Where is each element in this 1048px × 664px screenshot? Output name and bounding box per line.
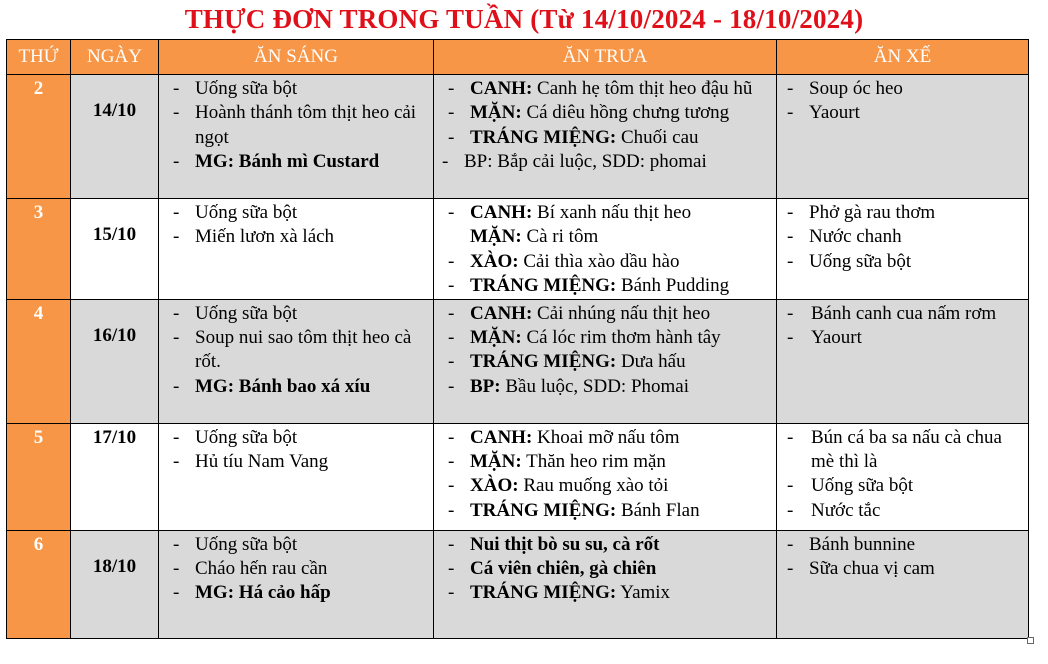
- menu-item-text: Nước tắc: [811, 499, 881, 521]
- menu-item: [434, 557, 776, 581]
- menu-item-text: Hủ tíu Nam Vang: [195, 451, 329, 473]
- menu-item-label: XÀO:: [470, 475, 519, 497]
- menu-item-label: Cá viên chiên, gà chiên: [470, 558, 657, 580]
- weekly-menu-table: [6, 39, 1029, 639]
- menu-item: [159, 326, 433, 375]
- menu-row: [7, 423, 1029, 530]
- snack-cell: [777, 299, 1029, 423]
- menu-item-text: Miến lươn xà lách: [195, 226, 335, 248]
- menu-item-text: Cải nhúng nấu thịt heo: [532, 302, 711, 324]
- menu-item: [434, 426, 776, 450]
- menu-item-text: Uống sữa bột: [809, 250, 912, 272]
- menu-item-text: Soup óc heo: [809, 78, 903, 99]
- menu-item-label: CANH:: [470, 202, 533, 223]
- header-thu: THỨ: [7, 40, 71, 75]
- menu-item-text: Canh hẹ tôm thịt heo đậu hũ: [532, 78, 753, 99]
- menu-item-list: [777, 531, 1028, 582]
- menu-item: [434, 499, 776, 523]
- menu-item-label: TRÁNG MIỆNG:: [470, 351, 617, 373]
- menu-item: [777, 499, 1028, 523]
- menu-item-text: Sữa chua vị cam: [809, 558, 935, 580]
- menu-item: [159, 581, 433, 605]
- day-of-week-cell: 4: [7, 299, 71, 423]
- menu-item: [777, 250, 1028, 274]
- menu-item-list: [159, 300, 433, 400]
- menu-item-label: Nui thịt bò su su, cà rốt: [470, 533, 660, 555]
- menu-item-list: [434, 75, 776, 175]
- snack-cell: [777, 530, 1029, 638]
- snack-cell: [777, 75, 1029, 199]
- snack-cell: [777, 423, 1029, 530]
- day-of-week-cell: 2: [7, 75, 71, 199]
- menu-item: [434, 302, 776, 326]
- menu-item: [434, 533, 776, 557]
- menu-item: [159, 557, 433, 581]
- menu-item-text: Khoai mỡ nấu tôm: [532, 426, 680, 448]
- menu-item-list: [777, 75, 1028, 126]
- menu-item-label: BP:: [470, 375, 501, 397]
- date-cell: 15/10: [71, 199, 159, 300]
- menu-item-text: Bánh canh cua nấm rơm: [811, 302, 997, 324]
- menu-item-text: Bánh bunnine: [809, 533, 916, 555]
- snack-cell: [777, 199, 1029, 300]
- menu-item-label: MG:: [195, 582, 235, 604]
- header-ngay: NGÀY: [71, 40, 159, 75]
- menu-item: [159, 77, 433, 101]
- menu-item-text: Yaourt: [811, 327, 862, 349]
- menu-item-text: Cá lóc rim thơm hành tây: [521, 327, 721, 349]
- menu-item-label: XÀO:: [470, 250, 519, 272]
- menu-item-list: [434, 300, 776, 400]
- menu-item: [434, 474, 776, 498]
- header-an-xe: ĂN XẾ: [777, 40, 1029, 75]
- menu-item: [434, 375, 776, 399]
- menu-item-label: CANH:: [470, 78, 533, 99]
- header-an-trua: ĂN TRƯA: [434, 40, 777, 75]
- menu-item-text: Uống sữa bột: [195, 302, 298, 324]
- menu-item: [434, 77, 776, 101]
- menu-item-list: [159, 199, 433, 250]
- menu-item: [777, 201, 1028, 225]
- menu-item-label: MẶN:: [470, 102, 522, 124]
- date-cell: 14/10: [71, 75, 159, 199]
- menu-item-list: [777, 424, 1028, 524]
- lunch-cell: [434, 299, 777, 423]
- header-row: [7, 40, 1029, 75]
- menu-item: [777, 474, 1028, 498]
- breakfast-cell: [159, 423, 434, 530]
- menu-item-text: Uống sữa bột: [811, 475, 914, 497]
- day-of-week-cell: 3: [7, 199, 71, 300]
- menu-item-list: [434, 199, 776, 299]
- menu-item-text: Bánh Pudding: [616, 275, 730, 297]
- resize-handle[interactable]: [1027, 637, 1034, 644]
- menu-item-text: Dưa hấu: [616, 351, 686, 373]
- menu-item-text: Rau muống xào tỏi: [518, 475, 669, 497]
- breakfast-cell: [159, 530, 434, 638]
- day-of-week-cell: 5: [7, 423, 71, 530]
- menu-item: [159, 426, 433, 450]
- menu-item-list: [159, 531, 433, 606]
- menu-item-text: Uống sữa bột: [195, 202, 298, 223]
- menu-item-text: Bánh bao xá xíu: [234, 375, 371, 397]
- menu-item: [434, 326, 776, 350]
- menu-item-text: Chuối cau: [616, 126, 699, 148]
- menu-item: [159, 201, 433, 225]
- menu-item-list: [159, 424, 433, 475]
- menu-title: THỰC ĐƠN TRONG TUẦN (Từ 14/10/2024 - 18/10/2024): [184, 4, 864, 34]
- menu-item: [777, 101, 1028, 125]
- menu-item-label: TRÁNG MIỆNG:: [470, 499, 617, 521]
- menu-item-label: MẶN:: [470, 327, 522, 349]
- menu-item-list: [159, 75, 433, 175]
- breakfast-cell: [159, 75, 434, 199]
- menu-item-text: Bầu luộc, SDD: Phomai: [500, 375, 690, 397]
- lunch-cell: [434, 423, 777, 530]
- menu-item-label: CANH:: [470, 302, 533, 324]
- menu-item-text: Uống sữa bột: [195, 533, 298, 555]
- menu-row: [7, 199, 1029, 300]
- menu-item-text: Phở gà rau thơm: [809, 202, 936, 223]
- menu-item-list: [434, 531, 776, 606]
- menu-item: [777, 225, 1028, 249]
- menu-item: [434, 274, 776, 298]
- lunch-cell: [434, 75, 777, 199]
- menu-item: [434, 201, 776, 225]
- menu-item: [159, 375, 433, 399]
- menu-item: [159, 225, 433, 249]
- menu-item-text: Nước chanh: [809, 226, 902, 248]
- lunch-cell: [434, 199, 777, 300]
- menu-row: [7, 75, 1029, 199]
- menu-item-text: Yaourt: [809, 102, 860, 124]
- date-cell: 18/10: [71, 530, 159, 638]
- menu-item-text: Cá diêu hồng chưng tương: [521, 102, 730, 124]
- breakfast-cell: [159, 299, 434, 423]
- menu-item-label: MẶN:: [470, 226, 522, 248]
- menu-item: [159, 450, 433, 474]
- menu-item: [434, 450, 776, 474]
- menu-item: [434, 126, 776, 150]
- menu-row: [7, 299, 1029, 423]
- menu-item: [159, 302, 433, 326]
- menu-item: [434, 350, 776, 374]
- menu-item-text: Bí xanh nấu thịt heo: [532, 202, 692, 223]
- menu-item-text: Soup nui sao tôm thịt heo cà rốt.: [195, 327, 412, 373]
- menu-item-list: [434, 424, 776, 524]
- menu-item-text: Cà ri tôm: [521, 226, 599, 248]
- menu-item-text: Thăn heo rim mặn: [521, 451, 666, 473]
- menu-item-label: MG:: [195, 151, 235, 173]
- menu-item: [159, 533, 433, 557]
- menu-item: [434, 581, 776, 605]
- menu-item-text: Cải thìa xào dầu hào: [518, 250, 680, 272]
- menu-item-text: Hoành thánh tôm thịt heo cải ngọt: [195, 102, 417, 148]
- menu-item: [777, 426, 1028, 475]
- menu-item-text: Bún cá ba sa nấu cà chua mè thì là: [811, 426, 1002, 473]
- menu-item-text: BP: Bắp cải luộc, SDD: phomai: [464, 151, 707, 173]
- menu-item-label: TRÁNG MIỆNG:: [470, 126, 617, 148]
- menu-item-label: TRÁNG MIỆNG:: [470, 582, 617, 604]
- menu-item-text: Bánh Flan: [616, 499, 700, 521]
- menu-item-label: MG:: [195, 375, 235, 397]
- header-an-sang: ĂN SÁNG: [159, 40, 434, 75]
- menu-item-text: Yamix: [616, 582, 671, 604]
- menu-item-text: Há cảo hấp: [234, 582, 331, 604]
- menu-item: [777, 326, 1028, 350]
- breakfast-cell: [159, 199, 434, 300]
- menu-item: [159, 101, 433, 150]
- menu-item-list: [777, 300, 1028, 351]
- menu-item: [777, 302, 1028, 326]
- menu-item-list: [777, 199, 1028, 274]
- menu-item: [159, 150, 433, 174]
- menu-item-text: Uống sữa bột: [195, 78, 298, 99]
- menu-row: [7, 530, 1029, 638]
- menu-item-text: Bánh mì Custard: [234, 151, 380, 173]
- lunch-cell: [434, 530, 777, 638]
- menu-item-label: TRÁNG MIỆNG:: [470, 275, 617, 297]
- menu-item-label: MẶN:: [470, 451, 522, 473]
- menu-item: [434, 225, 776, 249]
- menu-item-label: CANH:: [470, 426, 533, 448]
- menu-item: [777, 557, 1028, 581]
- menu-item: [777, 77, 1028, 101]
- menu-item-text: Cháo hến rau cần: [195, 558, 328, 580]
- date-cell: 17/10: [71, 423, 159, 530]
- date-cell: 16/10: [71, 299, 159, 423]
- menu-item-text: Uống sữa bột: [195, 426, 298, 448]
- menu-item: [777, 533, 1028, 557]
- menu-item: [434, 150, 776, 174]
- menu-item: [434, 101, 776, 125]
- day-of-week-cell: 6: [7, 530, 71, 638]
- menu-item: [434, 250, 776, 274]
